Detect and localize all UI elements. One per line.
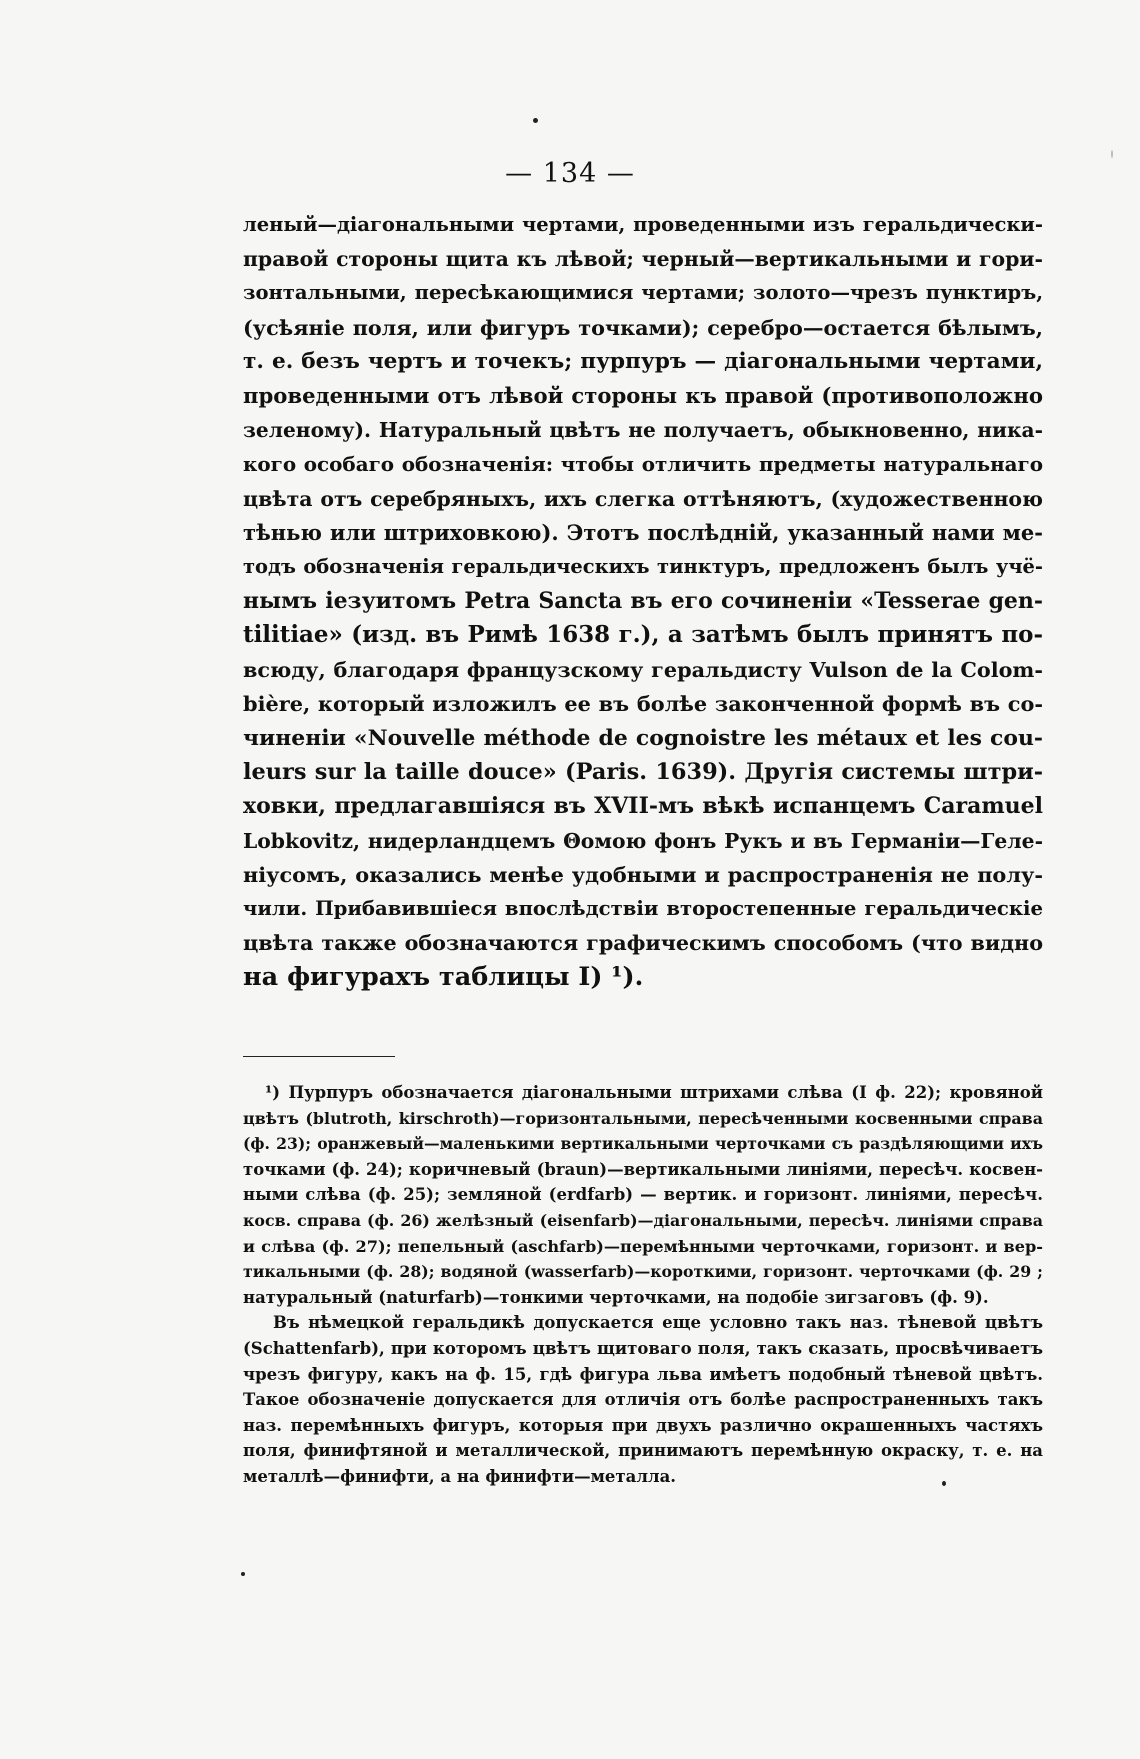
main-text xyxy=(243,208,1043,995)
text-line: чиненіи «Nouvelle méthode de cognoistre les métaux et les cou- xyxy=(243,725,1043,752)
scan-speck xyxy=(241,1572,245,1576)
text-line: bière, который изложилъ ее въ болѣе законченной формѣ въ со- xyxy=(243,690,1043,716)
footnote xyxy=(243,1080,1043,1490)
text-line: нымъ іезуитомъ Petra Sancta въ его сочиненіи «Tesserae gen- xyxy=(243,588,1043,615)
text-line: т. е. безъ чертъ и точекъ; пурпуръ — діагональными чертами, xyxy=(243,348,1043,374)
text-line: тѣнью или штриховкою). Этотъ послѣдній, указанный нами ме- xyxy=(243,519,1043,545)
text-line: чили. Прибавившіеся впослѣдствіи второстепенные геральдическіе xyxy=(243,897,1043,921)
text-line: зеленому). Натуральный цвѣтъ не получаетъ, обыкновенно, ника- xyxy=(243,418,1043,443)
footnote-line: Въ нѣмецкой геральдикѣ допускается еще условно такъ наз. тѣневой цвѣтъ xyxy=(273,1313,1043,1333)
text-line: всюду, благодаря французскому геральдисту Vulson de la Colom- xyxy=(243,657,1043,682)
text-line: Lobkovitz, нидерландцемъ Θомою фонъ Рукъ и въ Германіи—Геле- xyxy=(243,828,1043,853)
text-line: (усѣяніе поля, или фигуръ точками); серебро—остается бѣлымъ, xyxy=(243,315,1043,340)
footnote-line: ными слѣва (ф. 25); земляной (erdfarb) — вертик. и горизонт. линіями, пересѣч. xyxy=(243,1185,1043,1205)
text-line: tilitiae» (изд. въ Римѣ 1638 г.), а затѣмъ былъ принятъ по- xyxy=(243,621,1043,649)
footnote-line: металлѣ—финифти, а на финифти—металла. xyxy=(243,1466,677,1486)
footnote-line: тикальными (ф. 28); водяной (wasserfarb)—короткими, горизонт. черточками (ф. 29 ; xyxy=(243,1262,1043,1282)
footnote-line: (ф. 23); оранжевый—маленькими вертикальными черточками съ раздѣляющими ихъ xyxy=(243,1134,1043,1154)
page-number: — 134 — xyxy=(505,158,635,189)
text-line: леный—діагональными чертами, проведенными изъ геральдически- xyxy=(243,213,1043,236)
text-line: leurs sur la taille douce» (Paris. 1639). Другія системы штри- xyxy=(243,759,1043,786)
text-line: правой стороны щита къ лѣвой; черный—вертикальными и гори- xyxy=(243,247,1043,272)
footnote-line: (Schattenfarb), при которомъ цвѣтъ щитоваго поля, такъ сказать, просвѣчиваетъ xyxy=(243,1338,1043,1358)
text-line: ніусомъ, оказались менѣе удобными и распространенія не полу- xyxy=(243,861,1043,887)
footnote-line: поля, финифтяной и металлической, принимаютъ перемѣнную окраску, т. е. на xyxy=(243,1441,1043,1461)
scan-speck xyxy=(533,118,538,123)
footnote-line: Такое обозначеніе допускается для отличія отъ болѣе распространенныхъ такъ xyxy=(243,1390,1043,1410)
scan-speck xyxy=(942,1481,946,1486)
footnote-line: и слѣва (ф. 27); пепельный (aschfarb)—перемѣнными черточками, горизонт. и вер- xyxy=(243,1236,1043,1256)
footnote-line: чрезъ фигуру, какъ на ф. 15, гдѣ фигура льва имѣетъ подобный тѣневой цвѣтъ. xyxy=(243,1364,1043,1384)
text-line: ховки, предлагавшіяся въ XVII-мъ вѣкѣ испанцемъ Caramuel xyxy=(243,793,1043,820)
text-line: зонтальными, пересѣкающимися чертами; золото—чрезъ пунктиръ, xyxy=(243,281,1043,305)
footnote-line: косв. справа (ф. 26) желѣзный (eisenfarb)—діагональными, пересѣч. линіями справа xyxy=(243,1210,1043,1230)
footnote-line: точками (ф. 24); коричневый (braun)—вертикальными линіями, пересѣч. косвен- xyxy=(243,1159,1043,1179)
text-line: цвѣта также обозначаются графическимъ способомъ (что видно xyxy=(243,931,1043,956)
footnote-line: наз. перемѣнныхъ фигуръ, которыя при двухъ различно окрашенныхъ частяхъ xyxy=(243,1415,1043,1435)
text-line: проведенными отъ лѣвой стороны къ правой (противоположно xyxy=(243,383,1043,409)
text-line: цвѣта отъ серебряныхъ, ихъ слегка оттѣняютъ, (художественною xyxy=(243,486,1043,511)
footnote-line: ¹) Пурпуръ обозначается діагональными штрихами слѣва (I ф. 22); кровяной xyxy=(265,1083,1043,1102)
footnote-line: цвѣтъ (blutroth, kirschroth)—горизонтальными, пересѣченными косвенными справа xyxy=(243,1108,1043,1128)
footnote-divider xyxy=(243,1056,395,1057)
text-line: кого особаго обозначенія: чтобы отличить предметы натуральнаго xyxy=(243,452,1043,477)
text-line: тодъ обозначенія геральдическихъ тинктуръ, предложенъ былъ учё- xyxy=(243,555,1043,579)
text-line: на фигурахъ таблицы I) ¹). xyxy=(243,962,644,993)
scan-speck xyxy=(1111,150,1113,158)
footnote-line: натуральный (naturfarb)—тонкими черточками, на подобіе зигзаговъ (ф. 9). xyxy=(243,1287,989,1307)
